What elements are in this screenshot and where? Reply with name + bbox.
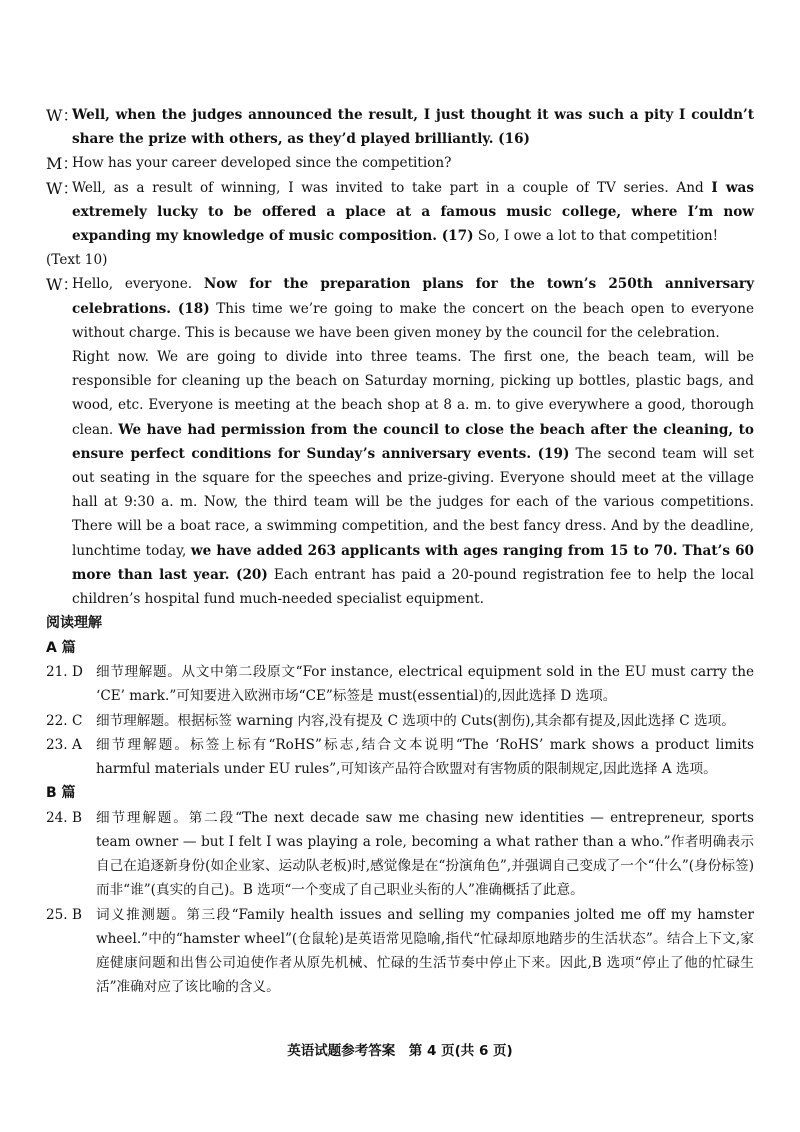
dialog-line	[46, 103, 754, 151]
answer-key-sentence: Well, when the judges announced the result, I just thought it was such a pity I couldn’t share the prize with others, as they’d played brilliantly. (16)	[72, 107, 754, 148]
dialog-text	[72, 176, 754, 249]
answer-key-sentence: I was extremely lucky to be offered a place at a famous music college, where I’m now expanding my knowledge of music composition. (17)	[72, 179, 754, 245]
answer-item	[46, 903, 754, 1000]
transcript-text: Hello, everyone.	[72, 276, 204, 293]
answer-number: 21. D	[46, 664, 83, 681]
speaker-label: M：	[46, 154, 79, 174]
text10-speech	[46, 272, 754, 611]
answer-number: 24. B	[46, 809, 82, 826]
answer-explanation: 细节理解题。从文中第二段原文“For instance, electrical equipment sold in the EU must carry the ‘CE’ mark.”可知要进入欧洲市场“CE”标签是 must(essential)的,因此选择 D 选项。	[96, 664, 754, 705]
answer-number: 22. C	[46, 712, 83, 729]
dialog-text	[72, 103, 754, 151]
section-title: 阅读理解	[46, 615, 102, 632]
answer-number: 25. B	[46, 906, 82, 923]
transcript-text: Well, as a result of winning, I was invited to take part in a couple of TV series. And	[72, 179, 712, 196]
transcript-text: The second team will set out seating in the square for the speeches and prize-giving. Everyone should meet at the village hall at 9:30 a. m. Now, the third team will be the judges for each of the various competitions. There will be a boat race, a swimming competition, and the best fancy dress. And by the deadline, lunchtime today,	[72, 445, 754, 559]
answer-explanation: 细节理解题。根据标签 warning 内容,没有提及 C 选项中的 Cuts(割伤),其余都有提及,因此选择 C 选项。	[96, 712, 735, 729]
answer-item	[46, 806, 754, 903]
answer-explanation: 词义推测题。第三段“Family health issues and selling my companies jolted me off my hamster wheel.”中的“hamster wheel”(仓鼠轮)是英语常见隐喻,指代“忙碌却原地踏步的生活状态”。结合上下文,家庭健康问题和出售公司迫使作者从原先机械、忙碌的生活节奏中停止下来。因此,B 选项“停止了他的忙碌生活”准确对应了该比喻的含义。	[96, 906, 754, 996]
speaker-label: W：	[46, 178, 79, 198]
dialog-line	[46, 151, 754, 175]
answer-key-sentence: we have added 263 applicants with ages ranging from 15 to 70. That’s 60 more than last year. (20)	[72, 542, 754, 583]
transcript-text: How has your career developed since the competition?	[72, 155, 452, 172]
answer-explanation: 细节理解题。第二段“The next decade saw me chasing new identities — entrepreneur, sports team owner — but I felt I was playing a role, becoming a what rather than a who.”作者明确表示自己在追逐新身份(如企业家、运动队老板)时,感觉像是在“扮演角色”,并强调自己变成了一个“什么”(身份标签)而非“谁”(真实的自己)。B 选项“一个变成了自己职业头衔的人”准确概括了此意。	[96, 809, 754, 899]
speaker-label: W：	[46, 106, 79, 125]
answer-key-sentence: Now for the preparation plans for the town’s 250th anniversary celebrations. (18)	[72, 276, 754, 317]
text10-paragraph-1	[72, 272, 754, 345]
text10-label: (Text 10)	[46, 252, 108, 269]
text10-paragraph-2	[72, 345, 754, 611]
answer-item	[46, 660, 754, 708]
transcript-text: This time we’re going to make the concert on the beach open to everyone without charge. This is because we have been given money by the council for the celebration.	[72, 300, 754, 341]
part-b-answers	[46, 806, 754, 1000]
transcript-text: Right now. We are going to divide into three teams. The first one, the beach team, will be responsible for cleaning up the beach on Saturday morning, picking up bottles, plastic bags, and wood, etc. Everyone is meeting at the beach shop at 8 a. m. to give everywhere a good, thorough clean.	[72, 349, 754, 438]
speaker-label: W：	[46, 275, 79, 295]
page-footer: 英语试题参考答案 第 4 页(共 6 页)	[287, 1043, 513, 1059]
part-b-title: B 篇	[46, 785, 76, 802]
answer-number: 23. A	[46, 736, 82, 753]
transcript-text: Each entrant has paid a 20-pound registration fee to help the local children’s hospital fund much-needed specialist equipment.	[72, 566, 754, 608]
answer-key-sentence: We have had permission from the council to close the beach after the cleaning, to ensure perfect conditions for Sunday’s anniversary events. (19)	[72, 421, 755, 462]
dialog-block	[46, 103, 754, 248]
part-a-title: A 篇	[46, 639, 76, 656]
dialog-text	[72, 151, 754, 175]
part-a-answers	[46, 660, 754, 781]
answer-item	[46, 733, 754, 781]
transcript-text: So, I owe a lot to that competition!	[473, 228, 719, 245]
answer-item	[46, 709, 754, 733]
answer-explanation: 细节理解题。标签上标有“RoHS”标志,结合文本说明“The ‘RoHS’ mark shows a product limits harmful materials under EU rules”,可知该产品符合欧盟对有害物质的限制规定,因此选择 A 选项。	[96, 736, 754, 778]
answer-page	[46, 103, 754, 999]
dialog-line	[46, 176, 754, 249]
